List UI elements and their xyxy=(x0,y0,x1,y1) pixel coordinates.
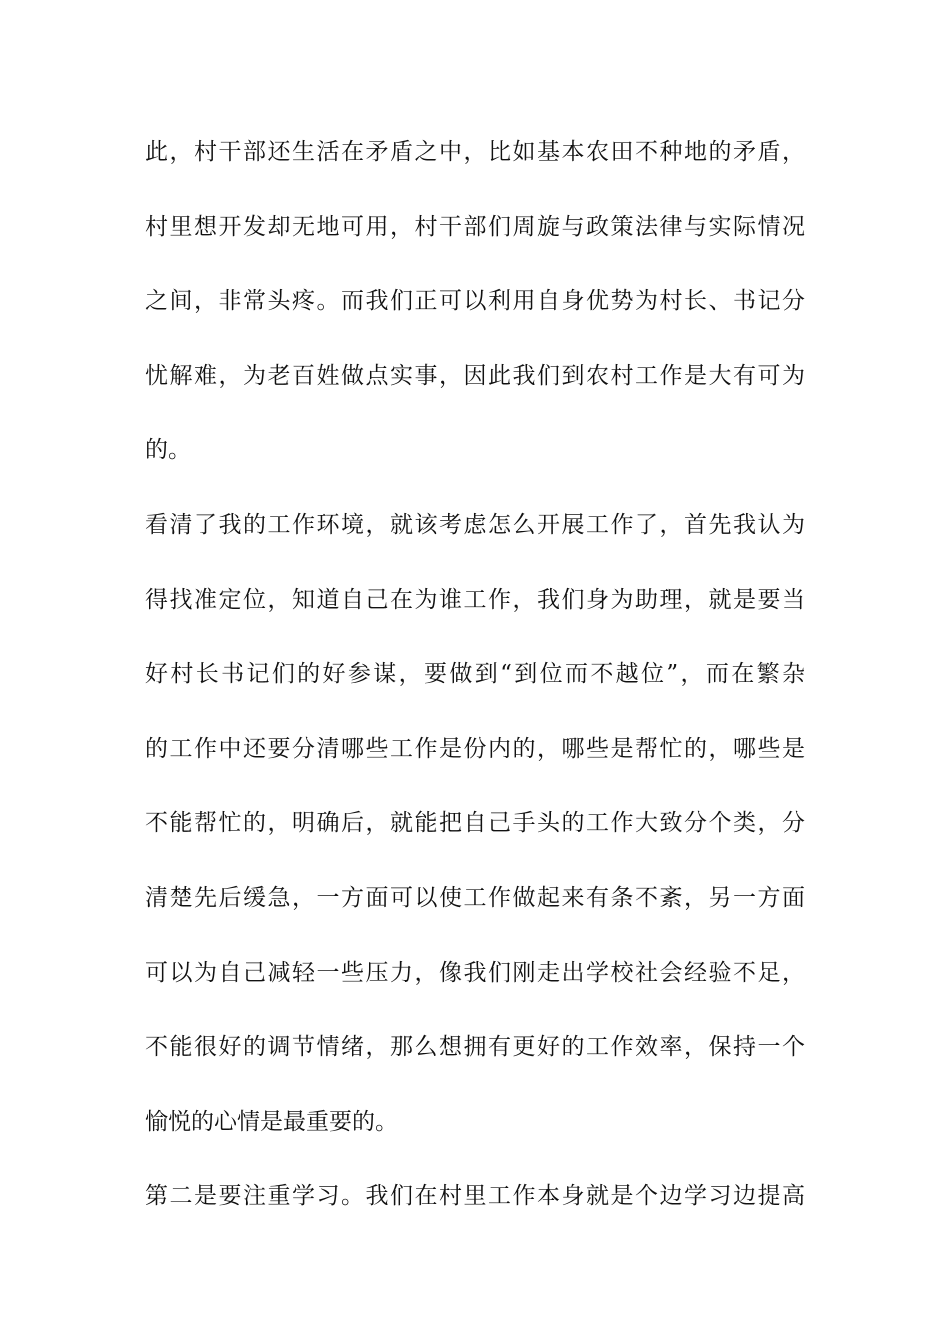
text-line: 不能很好的调节情绪，那么想拥有更好的工作效率，保持一个 xyxy=(145,1034,805,1061)
body-text xyxy=(145,128,805,1247)
text-line: 此，村干部还生活在矛盾之中，比如基本农田不种地的矛盾， xyxy=(145,139,805,165)
text-line: 好村长书记们的好参谋，要做到“到位而不越位”，而在繁杂 xyxy=(145,661,805,688)
text-line: 清楚先后缓急，一方面可以使工作做起来有条不紊，另一方面 xyxy=(145,884,805,911)
text-line: 看清了我的工作环境，就该考虑怎么开展工作了，首先我认为 xyxy=(145,511,805,538)
text-line: 愉悦的心情是最重要的。 xyxy=(145,1108,398,1135)
text-line: 村里想开发却无地可用，村干部们周旋与政策法律与实际情况 xyxy=(145,213,805,240)
text-line: 可以为自己减轻一些压力，像我们刚走出学校社会经验不足， xyxy=(145,959,805,986)
text-line: 不能帮忙的，明确后，就能把自己手头的工作大致分个类，分 xyxy=(145,810,805,837)
text-line: 之间，非常头疼。而我们正可以利用自身优势为村长、书记分 xyxy=(145,288,805,315)
text-line: 忧解难，为老百姓做点实事，因此我们到农村工作是大有可为 xyxy=(145,362,805,389)
text-line: 的。 xyxy=(145,437,191,464)
text-line: 得找准定位，知道自己在为谁工作，我们身为助理，就是要当 xyxy=(145,586,805,613)
text-line: 的工作中还要分清哪些工作是份内的，哪些是帮忙的，哪些是 xyxy=(145,735,805,762)
text-line: 第二是要注重学习。我们在村里工作本身就是个边学习边提高 xyxy=(145,1183,805,1210)
